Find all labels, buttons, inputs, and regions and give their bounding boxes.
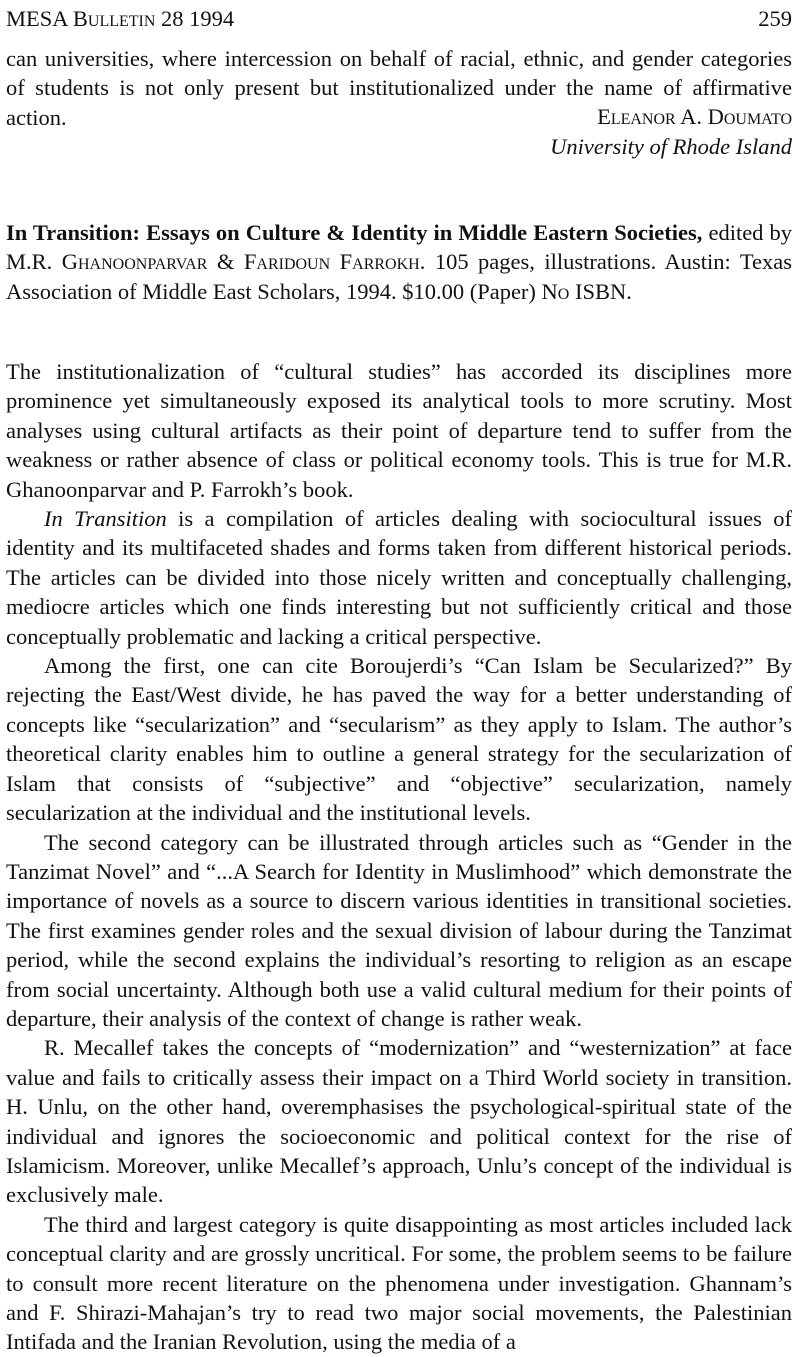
review-paragraph bbox=[6, 504, 792, 651]
book-details: 105 pages, illustrations. Austin: Texas Association of Middle East Scholars, 1994. $10.00 (Paper) bbox=[6, 249, 792, 304]
book-editors: M.R. Ghanoonparvar & Faridoun Farrokh. bbox=[6, 249, 426, 275]
review-paragraph: The third and largest category is quite disappointing as most articles included lack conceptual clarity and are grossly uncritical. For some, the problem seems to be failure to consult more recent literature on the phenomena under investigation. Ghannam’s and F. Shirazi-Mahajan’s try to read two major social movements, the Palestinian Intifada and the Iranian Revolution, using the media of a bbox=[6, 1211, 792, 1355]
edited-by-label: edited by bbox=[708, 220, 792, 245]
book-review-header bbox=[6, 218, 792, 306]
journal-running-title: MESA Bulletin 28 1994 bbox=[6, 6, 235, 31]
review-paragraph: The second category can be illustrated through articles such as “Gender in the Tanzimat Novel” and “...A Search for Identity in Muslimhood” which demonstrate the importance of novels as a source to discern various identities in transitional societies. The first examines gender roles and the sexual division of labour during the Tanzimat period, while the second explains the individual’s resorting to religion as an escape from social uncertainty. Although both use a valid cultural medium for their points of departure, their analysis of the context of change is rather weak. bbox=[6, 829, 792, 1031]
reviewer-name: Eleanor A. Doumato bbox=[597, 104, 792, 129]
review-body bbox=[6, 357, 792, 1357]
review-paragraph: R. Mecallef takes the concepts of “modernization” and “westernization” at face value and fails to critically assess their impact on a Third World society in transition. H. Unlu, on the other hand, overemphasises the psychological-spiritual state of the individual and ignores the socioeconomic and political context for the rise of Islamicism. Moreover, unlike Mecallef’s approach, Unlu’s concept of the individual is exclusively male. bbox=[6, 1035, 792, 1208]
book-title: In Transition: Essays on Culture & Identity in Middle Eastern Societies, bbox=[6, 220, 703, 245]
book-citation bbox=[6, 218, 792, 306]
running-head bbox=[6, 4, 792, 34]
isbn-note: No ISBN. bbox=[541, 278, 632, 304]
page-number: 259 bbox=[758, 6, 792, 31]
review-paragraph-text: is a compilation of articles dealing with sociocultural issues of identity and its multifaceted shades and forms taken from different historical periods. The articles can be divided into those nicely written and conceptually challenging, mediocre articles which one finds interesting but not sufficiently critical and those conceptually problematic and lacking a critical perspective. bbox=[6, 506, 792, 649]
book-title-italic: In Transition bbox=[44, 506, 167, 532]
review-paragraph: Among the first, one can cite Boroujerdi’s “Can Islam be Secularized?” By rejecting the East/West divide, he has paved the way for a better understanding of concepts like “secularization” and “secularism” as they apply to Islam. The author’s theoretical clarity enables him to outline a general strategy for the secularization of Islam that consists of “subjective” and “objective” secularization, namely secularization at the individual and the institutional levels. bbox=[6, 653, 792, 826]
reviewer-affiliation: University of Rhode Island bbox=[550, 134, 792, 159]
review-paragraph: The institutionalization of “cultural studies” has accorded its disciplines more prominence yet simultaneously exposed its analytical tools to more scrutiny. Most analyses using cultural artifacts as their point of departure tend to suffer from the weakness or rather absence of class or political economy tools. This is true for M.R. Ghanoonparvar and P. Farrokh’s book. bbox=[6, 359, 792, 502]
previous-review-closing-text: can universities, where intercession on behalf of racial, ethnic, and gender categories of students is not only present but institutionalized under the name of affirmative action. bbox=[6, 46, 792, 130]
